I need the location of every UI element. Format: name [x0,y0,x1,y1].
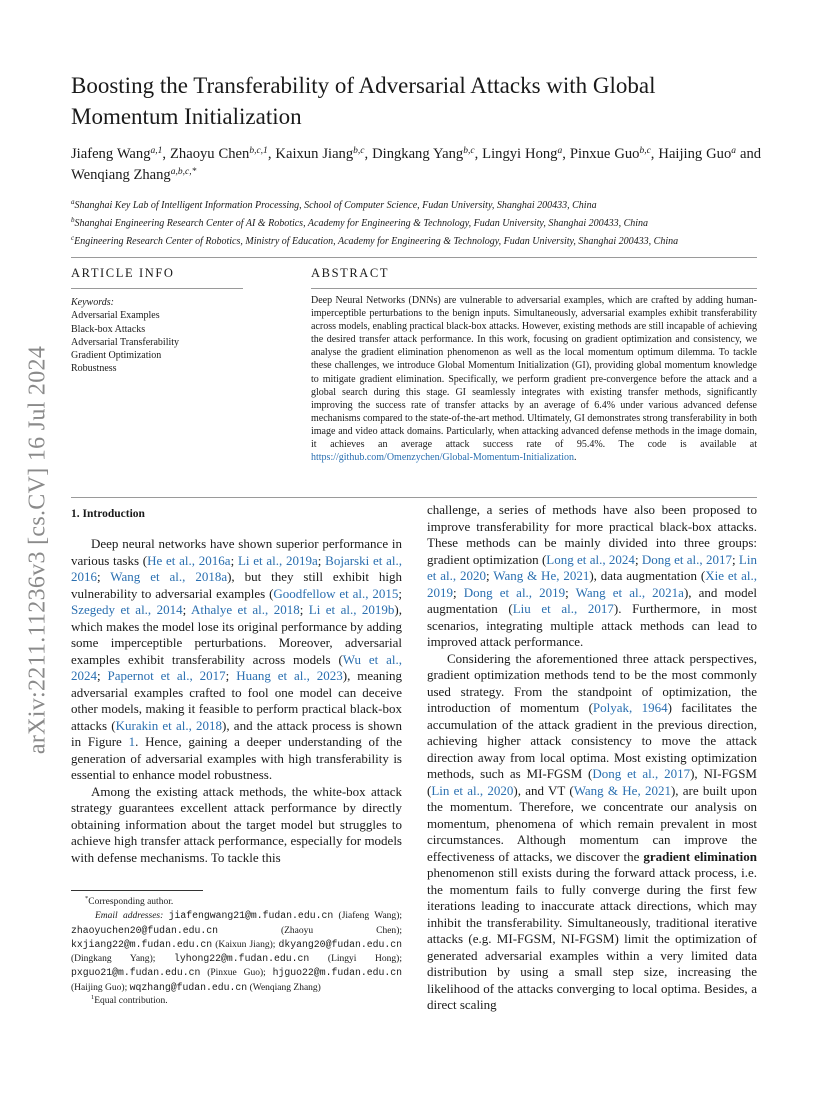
keyword-item: Robustness [71,363,117,375]
intro-paragraph-2 [71,784,402,867]
citation-link[interactable]: Liu et al., 2017 [512,601,614,616]
citation-link[interactable]: Athalye et al., 2018 [190,602,300,617]
paragraph-text: ; [565,584,576,600]
author-name: Zhaoyu Chen [170,146,250,162]
keyword-item: Gradient Optimization [71,350,162,362]
author-name: Pinxue Guo [569,146,640,162]
citation-link[interactable]: Polyak, 1964 [592,700,668,715]
email-address[interactable]: pxguo21@m.fudan.edu.cn [71,967,201,979]
paragraph-text: ; [225,668,237,683]
paragraph-text: Considering the aforementioned three attack perspectives, gradient optimization methods tend to be the most commonly used strategy. From the standpoint of optimization, the introduction of momentum ( [427,650,757,715]
citation-link[interactable]: Dong et al., 2019 [463,584,566,600]
header-divider [71,257,757,258]
email-address[interactable]: wqzhang@fudan.edu.cn [129,981,248,993]
article-info-divider [71,288,243,289]
paragraph-text: ; [230,552,238,568]
paragraph-text: ; [317,552,326,568]
email-addresses: Email addresses: jiafengwang21@m.fudan.edu.cn (Jiafeng Wang); zhaoyuchen20@fudan.edu.cn (Zhaoyu Chen); kxjiang22@m.fudan.edu.cn (Kaixun Jiang); dkyang20@fudan.edu.cn (Dingkang Yang); lyhong22@m.fudan.edu.cn (Lingyi Hong); pxguo21@m.fudan.edu.cn (Pinxue Guo); hjguo22@m.fudan.edu.cn (Haijing Guo); wqzhang@fudan.edu.cn (Wenqiang Zhang) [71,910,402,993]
citation-link[interactable]: Wang & He, 2021 [493,568,590,583]
email-address[interactable]: lyhong22@m.fudan.edu.cn [174,953,310,965]
arxiv-id-text: arXiv:2211.11236v3 [cs.CV] 16 Jul 2024 [24,345,51,755]
email-owner: Wenqiang Zhang [252,982,318,993]
citation-link[interactable]: Li et al., 2019b [308,602,395,617]
citation-link[interactable]: Long et al., 2024 [546,551,635,567]
keyword-item: Adversarial Examples [71,310,160,322]
paragraph-text: ), data augmentation ( [589,568,706,583]
citation-link[interactable]: 1 [128,734,136,749]
keywords-label: Keywords: [71,297,114,308]
paragraph-text: ) facilitates the accumulation of the attack gradient in the previous direction, achieving higher attack consistency to move the attack direction away from local optima. Most existing optimization methods, such as MI-FGSM ( [427,700,757,781]
paragraph-text: ; [453,584,464,600]
affiliation-list [71,197,771,251]
paragraph-text: phenomenon still exists during the forward attack process, i.e. the momentum fails to fully converge during the first few iterations leading to inaccurate attack directions, which may inhibit the transferability. Simultaneously, traditional iterative attacks (e.g. MI-FGSM, NI-FGSM) limit the optimization of generated adversarial examples within a very limited data distribution by using a small step size, increasing the likelihood of the attacks converging to local optima. Besides, a direct scaling [427,865,757,1012]
citation-link[interactable]: Huang et al., 2023 [236,668,343,683]
author-affiliation-mark: a,1 [150,146,163,156]
paragraph-text: ; [634,551,642,567]
paragraph-text: Among the existing attack methods, the white-box attack strategy guarantees excellent attack performance by directly obtaining information about the target model but struggles to achieve high transfer attack performance, especially for models with defense mechanisms. To tackle this [71,783,402,865]
citation-link[interactable]: Lin et al., 2020 [431,782,514,798]
email-address[interactable]: kxjiang22@m.fudan.edu.cn [71,938,213,950]
paragraph-text: ), and model augmentation ( [427,584,757,616]
paragraph-text: ; [485,568,494,583]
paragraph-text: ; [97,569,111,584]
affiliation-mark: a [71,198,75,206]
abstract-body [311,294,757,464]
author-affiliation-mark: a [557,146,563,156]
paragraph-text: challenge, a series of methods have also been proposed to improve transferability for more practical black-box attacks. These methods can be mainly divided into three groups: gradient optimization ( [427,502,757,567]
email-address[interactable]: zhaoyuchen20@fudan.edu.cn [71,924,218,936]
email-owner: Zhaoyu Chen [284,925,397,936]
author-affiliation-mark: a [731,146,737,156]
affiliation [71,215,771,233]
author-list: Jiafeng Wang$^{a,1}$, Zhaoyu Chen$^{b,c,1}$, Kaixun Jiang$^{b,c}$, Dingkang Yang$^{b,c}$, Lingyi Hong$^a$, Pinxue Guo$^{b,c}$, Haijing Guo$^a$ and Wenqiang Zhang$^{a,b,c,*}$ [71,146,762,183]
email-owner: Lingyi Hong [331,954,397,965]
article-info-heading: ARTICLE INFO [71,266,175,280]
abstract-heading: ABSTRACT [311,266,390,280]
paragraph-text: ), NI-FGSM ( [427,766,757,798]
citation-link[interactable]: Wang et al., 2021a [575,584,684,600]
paragraph-text: ), but they still exhibit high vulnerability to adversarial examples ( [71,569,402,601]
citation-link[interactable]: Wang et al., 2018a [110,569,228,584]
citation-link[interactable]: Lin et al., 2020 [427,551,757,583]
footnote-rule [71,890,203,891]
citation-link[interactable]: Dong et al., 2017 [592,766,691,781]
affiliation-mark: b [71,216,75,224]
author-name: Dingkang Yang [372,146,464,162]
paragraph-text: ), and the attack process is shown in Figure [71,717,402,749]
email-address[interactable]: jiafengwang21@m.fudan.edu.cn [168,910,334,922]
email-address[interactable]: dkyang20@fudan.edu.cn [278,938,402,950]
author-affiliation-mark: b,c [353,146,365,156]
citation-link[interactable]: Kurakin et al., 2018 [115,717,223,733]
paragraph-text: ; [97,668,108,683]
author-name: Jiafeng Wang [71,146,151,162]
email-owner: Haijing Guo [74,982,122,993]
email-address[interactable]: hjguo22@m.fudan.edu.cn [272,967,402,979]
emphasis-term: gradient elimination [643,848,757,864]
paragraph-text: ), and VT ( [513,782,574,798]
citation-link[interactable]: Xie et al., 2019 [427,568,757,600]
right-column [427,502,757,1014]
author-affiliation-mark: b,c,1 [249,146,268,156]
footnotes [71,896,402,1008]
email-owner: Jiafeng Wang [341,911,397,922]
corresponding-author-note: *Corresponding author. [85,895,174,907]
paragraph-text: ; [731,551,739,567]
paragraph-text: ; [299,602,309,617]
paragraph-text: ), meaning adversarial examples crafted to fool one model can deceive other models, making it feasible to perform practical black-box attacks ( [71,668,403,733]
email-owner: Dingkang Yang [74,954,150,965]
paragraph-text: ), which makes the model lose its original performance by adding some imperceptible perturbations. Moreover, adversarial examples exhibit transferability across models ( [71,602,402,667]
equal-contribution-note: $^1$Equal contribution. [91,994,168,1007]
abstract-text: Deep Neural Networks (DNNs) are vulnerable to adversarial examples, which are crafted by adding human-imperceptible perturbations to the benign inputs. Simultaneously, adversarial examples exhibit transferability across models, enabling practical black-box attacks. However, existing methods are still incapable of achieving the desired transfer attack performance. In this work, focusing on gradient optimization and consistency, we analyse the gradient elimination phenomenon as well as the local momentum optimum dilemma. To tackle these challenges, we introduce Global Momentum Initialization (GI), providing global momentum knowledge to mitigate gradient elimination. Specifically, we perform gradient pre-convergence before the attack and a global search during this stage. GI seamlessly integrates with existing transfer methods, significantly improving the success rate of transfer attacks by an average of 6.4% under various advanced defense mechanisms compared to the state-of-the-art method. Ultimately, GI demonstrates strong transferability in both image and video attack domains. Particularly, when attacking advanced defense methods in the image domain, it achieves an average attack success rate of 95.4%. The code is available at [311,295,757,451]
abstract-end: . [574,452,577,464]
affiliation-text: Engineering Research Center of Robotics, Ministry of Education, Academy for Engineering & Technology, Fudan University, Shanghai 200433, China [74,236,679,247]
affiliation [71,197,771,215]
email-label: Email addresses: [95,911,164,922]
author-affiliation-mark: a,b,c,* [170,167,197,177]
paragraph-text: Deep neural networks have shown superior performance in various tasks ( [71,536,402,568]
author-affiliation-mark: b,c [639,146,651,156]
citation-link[interactable]: Goodfellow et al., 2015 [273,585,399,601]
citation-link[interactable]: Li et al., 2019a [237,552,318,568]
citation-link[interactable]: Dong et al., 2017 [641,551,732,567]
introduction-heading: 1. Introduction [71,508,145,520]
paragraph-text: ; [398,585,402,601]
intro-paragraph-3 [427,502,757,651]
citation-link[interactable]: Szegedy et al., 2014 [71,602,183,617]
citation-link[interactable]: Wang & He, 2021 [573,782,671,798]
affiliation-text: Shanghai Engineering Research Center of AI & Robotics, Academy for Engineering & Technology, Fudan University, Shanghai 200433, China [74,218,649,229]
affiliation-mark: c [71,234,75,242]
keyword-item: Adversarial Transferability [71,336,180,348]
paragraph-text: ). Furthermore, in most scenarios, integrating multiple attack methods can lead to improved attack performance. [427,601,757,649]
author-name: Lingyi Hong [482,146,558,162]
keyword-item: Black-box Attacks [71,323,146,335]
left-column [71,536,402,866]
intro-paragraph-4 [427,651,757,1014]
abstract-divider [311,288,757,289]
paragraph-text: ), are built upon the momentum. Therefore, we concentrate our analysis on momentum, phenomena of which remain prevalent in most circumstances. Although momentum can improve the effectiveness of attacks, we discover the [427,782,757,864]
email-owner: Kaixun Jiang [218,939,270,950]
code-repository-link[interactable]: https://github.com/Omenzychen/Global-Momentum-Initialization [311,452,575,464]
citation-link[interactable]: Papernot et al., 2017 [107,668,226,683]
paragraph-text: ; [182,602,191,617]
author-name: Haijing Guo [658,146,732,162]
paper-title: Boosting the Transferability of Adversarial Attacks with Global Momentum Initialization [71,73,656,129]
affiliation-text: Shanghai Key Lab of Intelligent Information Processing, School of Computer Science, Fudan University, Shanghai 200433, China [74,200,597,211]
author-name: Wenqiang Zhang [71,167,171,183]
affiliation [71,233,771,251]
author-affiliation-mark: b,c [463,146,475,156]
author-name: Kaixun Jiang [275,146,354,162]
keywords-list [71,309,241,375]
citation-link[interactable]: Wu et al., 2024 [71,651,403,683]
intro-paragraph-1 [71,536,402,784]
citation-link[interactable]: Bojarski et al., 2016 [71,552,402,584]
citation-link[interactable]: He et al., 2016a [147,552,231,568]
arxiv-sidebar-identifier [23,300,53,800]
email-owner: Pinxue Guo [210,968,260,979]
abstract-bottom-divider [71,497,757,498]
keywords-block [71,296,241,376]
paragraph-text: . Hence, gaining a deeper understanding of the generation of adversarial examples with high transferability is essential to enhance model robustness. [71,734,402,782]
